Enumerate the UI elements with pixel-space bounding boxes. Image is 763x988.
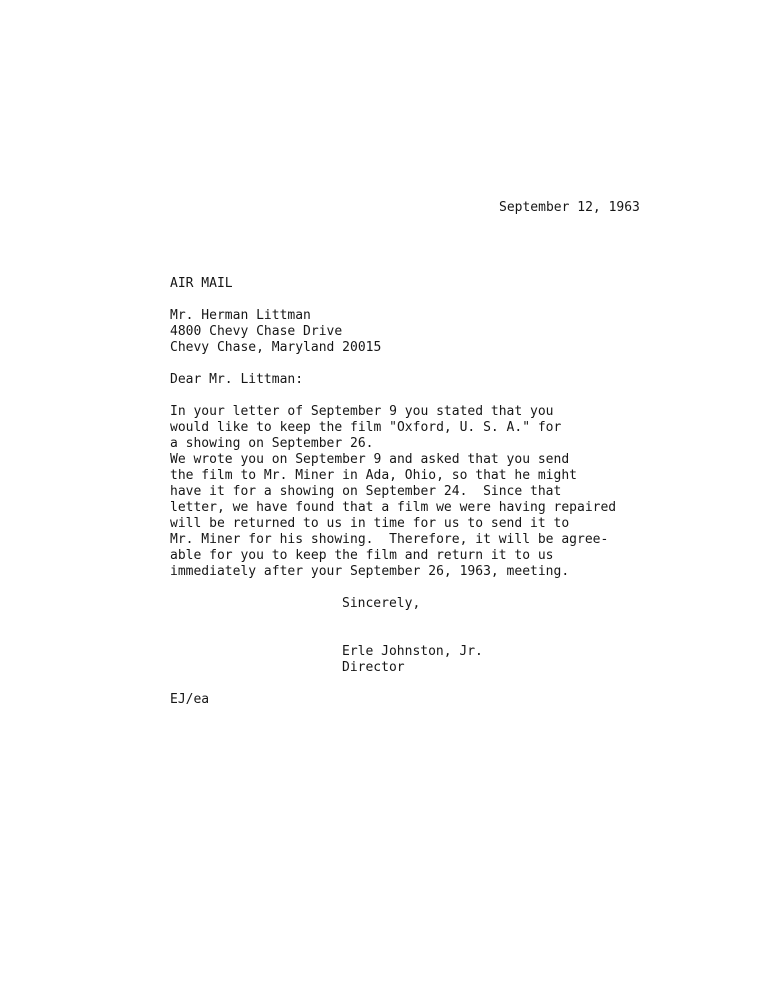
recipient-city: Chevy Chase, Maryland 20015 bbox=[170, 340, 382, 355]
paragraph-line: have it for a showing on September 24. Since that bbox=[170, 484, 562, 499]
signer-name: Erle Johnston, Jr. bbox=[342, 644, 483, 659]
paragraph-line: In your letter of September 9 you stated that you bbox=[170, 404, 554, 419]
signer-title: Director bbox=[342, 660, 405, 675]
delivery-notation: AIR MAIL bbox=[170, 276, 233, 291]
closing: Sincerely, bbox=[342, 596, 421, 611]
paragraph-line: the film to Mr. Miner in Ada, Ohio, so that he might bbox=[170, 468, 577, 483]
paragraph-line: able for you to keep the film and return it to us bbox=[170, 548, 554, 563]
paragraph-line: will be returned to us in time for us to send it to bbox=[170, 516, 570, 531]
paragraph-line: a showing on September 26. bbox=[170, 436, 374, 451]
paragraph-line: Mr. Miner for his showing. Therefore, it will be agree- bbox=[170, 532, 609, 547]
reference-initials: EJ/ea bbox=[170, 692, 210, 707]
paragraph-line: letter, we have found that a film we were having repaired bbox=[170, 500, 617, 515]
paragraph-line: We wrote you on September 9 and asked that you send bbox=[170, 452, 570, 467]
paragraph-line: immediately after your September 26, 1963, meeting. bbox=[170, 564, 570, 579]
recipient-street: 4800 Chevy Chase Drive bbox=[170, 324, 343, 339]
recipient-name: Mr. Herman Littman bbox=[170, 308, 311, 323]
paragraph-line: would like to keep the film "Oxford, U. S. A." for bbox=[170, 420, 562, 435]
letter-date: September 12, 1963 bbox=[499, 200, 640, 215]
body-paragraph-2 bbox=[170, 452, 616, 580]
salutation: Dear Mr. Littman: bbox=[170, 372, 304, 387]
body-paragraph-1 bbox=[170, 404, 561, 452]
